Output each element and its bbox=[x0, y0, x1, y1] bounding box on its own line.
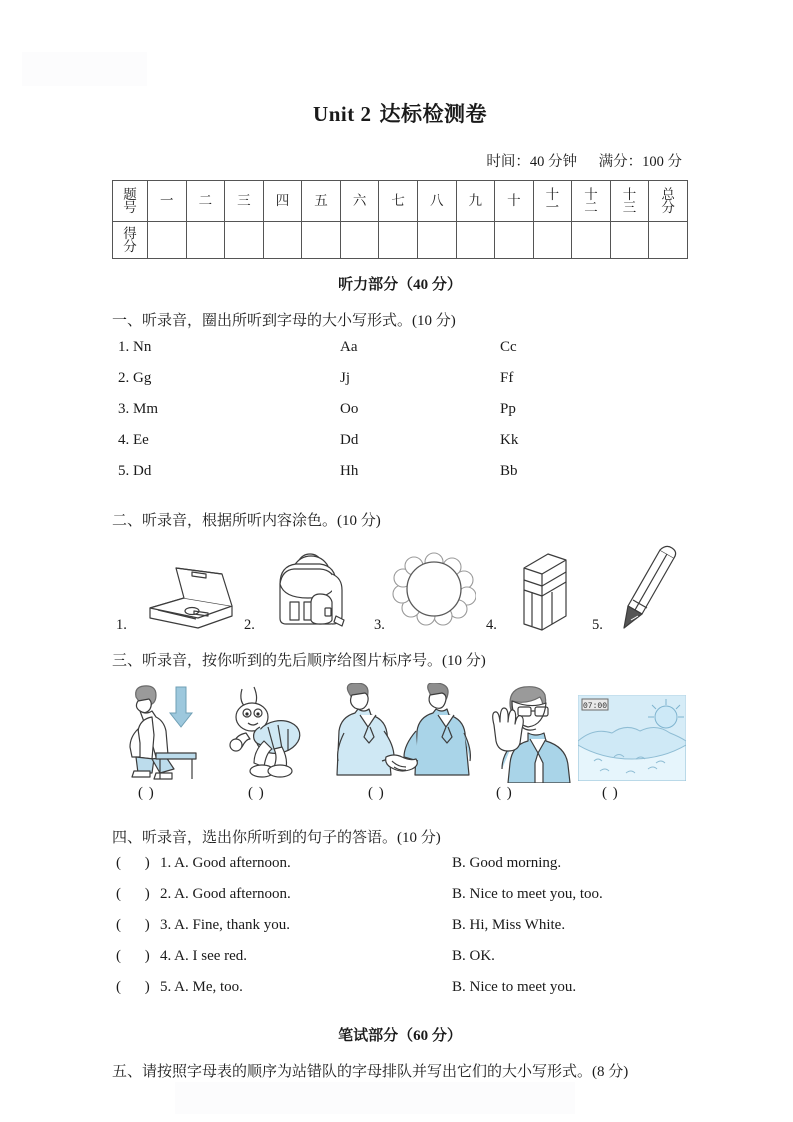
score-col-2: 二 bbox=[186, 181, 225, 222]
answer-blank[interactable]: ( ) bbox=[116, 979, 160, 995]
title-chinese: 达标检测卷 bbox=[379, 102, 487, 126]
answer-blank[interactable]: ( ) bbox=[116, 855, 160, 871]
score-cell[interactable] bbox=[302, 222, 341, 259]
choice-option-a[interactable]: 5. A. Me, too. bbox=[160, 979, 243, 995]
running-bug-icon[interactable] bbox=[220, 683, 316, 783]
question-3-heading: 三、听录音，按你听到的先后顺序给图片标序号。(10 分) bbox=[112, 653, 486, 669]
score-table-header-row bbox=[113, 181, 688, 222]
score-col-13 bbox=[610, 181, 649, 222]
choice-option-b[interactable]: B. Hi, Miss White. bbox=[452, 917, 566, 933]
score-col-6: 六 bbox=[340, 181, 379, 222]
letter-option-c[interactable]: Ff bbox=[500, 369, 514, 386]
score-col-3: 三 bbox=[225, 181, 264, 222]
choice-option-b[interactable]: B. Good morning. bbox=[452, 855, 562, 871]
letter-option-c[interactable]: Bb bbox=[500, 462, 518, 479]
q2-item-number-5: 5. bbox=[592, 617, 603, 633]
watermark-bottom bbox=[175, 1082, 575, 1114]
score-cell[interactable] bbox=[533, 222, 572, 259]
score-cell[interactable] bbox=[225, 222, 264, 259]
question-5-heading: 五、请按照字母表的顺序为站错队的字母排队并写出它们的大小写形式。(8 分) bbox=[112, 1064, 629, 1080]
q3-answer-bracket-2[interactable]: ( ) bbox=[248, 784, 265, 801]
score-cell[interactable] bbox=[417, 222, 456, 259]
choice-option-a[interactable]: 4. A. I see red. bbox=[160, 948, 248, 964]
letter-option-b[interactable]: Hh bbox=[340, 462, 359, 479]
answer-blank[interactable]: ( ) bbox=[116, 886, 160, 902]
total-score: 满分：100 分 bbox=[598, 154, 682, 170]
letter-row bbox=[112, 463, 688, 494]
score-cell[interactable] bbox=[456, 222, 495, 259]
score-col-total bbox=[649, 181, 688, 222]
score-col-5: 五 bbox=[302, 181, 341, 222]
score-cell[interactable] bbox=[340, 222, 379, 259]
question-4-heading: 四、听录音，选出你所听到的句子的答语。(10 分) bbox=[112, 829, 441, 846]
listening-part-heading: 听力部分（40 分） bbox=[338, 277, 462, 293]
question-1-heading: 一、听录音，圈出所听到字母的大小写形式。(10 分) bbox=[112, 313, 456, 329]
choice-option-b[interactable]: B. Nice to meet you. bbox=[452, 979, 577, 995]
eraser-icon[interactable] bbox=[508, 546, 578, 632]
time-limit: 时间：40 分钟 bbox=[486, 154, 577, 170]
score-table bbox=[112, 180, 688, 259]
letter-option-b[interactable]: Dd bbox=[340, 431, 359, 448]
pencil-icon[interactable] bbox=[612, 544, 684, 634]
score-col-9: 九 bbox=[456, 181, 495, 222]
score-cell[interactable] bbox=[148, 222, 187, 259]
score-cell[interactable] bbox=[379, 222, 418, 259]
choice-option-b[interactable]: B. Nice to meet you, too. bbox=[452, 886, 603, 902]
waving-person-icon[interactable] bbox=[480, 683, 584, 783]
answer-blank[interactable]: ( ) bbox=[116, 948, 160, 964]
crayon-flower-icon[interactable] bbox=[392, 548, 476, 628]
question-2-picture-strip bbox=[112, 542, 688, 634]
choice-option-b[interactable]: B. OK. bbox=[452, 948, 495, 964]
q3-answer-bracket-4[interactable]: ( ) bbox=[496, 784, 513, 801]
letter-option-a[interactable]: 1. Nn bbox=[118, 338, 152, 355]
q2-item-number-1: 1. bbox=[116, 617, 127, 633]
q2-item-number-2: 2. bbox=[244, 617, 255, 633]
morning-sunrise-icon[interactable] bbox=[578, 695, 686, 781]
score-col-8: 八 bbox=[417, 181, 456, 222]
pencil-box-icon[interactable] bbox=[136, 554, 244, 630]
q3-answer-bracket-1[interactable]: ( ) bbox=[138, 784, 155, 801]
question-3-brackets bbox=[112, 785, 688, 811]
score-col-total-stack: 总 分 bbox=[661, 186, 675, 215]
score-table-row-label-1: 题 号 bbox=[113, 181, 148, 222]
score-cell[interactable] bbox=[610, 222, 649, 259]
choice-row bbox=[112, 948, 688, 979]
written-part-heading: 笔试部分（60 分） bbox=[338, 1028, 462, 1044]
score-col-10: 十 bbox=[495, 181, 534, 222]
sit-down-icon[interactable] bbox=[112, 683, 208, 783]
question-3-picture-strip bbox=[112, 683, 688, 783]
question-4-choices bbox=[112, 855, 688, 1010]
score-col-12 bbox=[572, 181, 611, 222]
exam-meta bbox=[112, 150, 688, 171]
score-cell[interactable] bbox=[495, 222, 534, 259]
title-unit: Unit 2 bbox=[313, 102, 372, 126]
choice-row bbox=[112, 886, 688, 917]
question-2-heading: 二、听录音，根据所听内容涂色。(10 分) bbox=[112, 512, 381, 529]
letter-option-a[interactable]: 5. Dd bbox=[118, 462, 152, 479]
letter-option-b[interactable]: Aa bbox=[340, 338, 358, 355]
score-table-row-label-2: 得 分 bbox=[113, 222, 148, 259]
choice-row bbox=[112, 855, 688, 886]
page-title bbox=[112, 98, 688, 128]
clock-time: 07:00 bbox=[582, 701, 608, 711]
score-col-11 bbox=[533, 181, 572, 222]
q3-answer-bracket-5[interactable]: ( ) bbox=[602, 784, 619, 801]
letter-row bbox=[112, 339, 688, 370]
handshake-icon[interactable] bbox=[324, 683, 474, 783]
score-cell[interactable] bbox=[186, 222, 225, 259]
score-col-12-stack: 十 二 bbox=[584, 186, 598, 215]
schoolbag-icon[interactable] bbox=[264, 550, 358, 632]
letter-row bbox=[112, 401, 688, 432]
choice-row bbox=[112, 917, 688, 948]
question-1-letters bbox=[112, 339, 688, 494]
letter-option-a[interactable]: 4. Ee bbox=[118, 431, 149, 448]
letter-option-b[interactable]: Oo bbox=[340, 400, 359, 417]
score-col-13-stack: 十 三 bbox=[622, 186, 637, 215]
letter-row bbox=[112, 370, 688, 401]
choice-option-a[interactable]: 2. A. Good afternoon. bbox=[160, 886, 291, 902]
answer-blank[interactable]: ( ) bbox=[116, 917, 160, 933]
score-cell[interactable] bbox=[263, 222, 302, 259]
choice-row bbox=[112, 979, 688, 1010]
q3-answer-bracket-3[interactable]: ( ) bbox=[368, 784, 385, 801]
q2-item-number-3: 3. bbox=[374, 617, 385, 633]
choice-option-a[interactable]: 3. A. Fine, thank you. bbox=[160, 917, 290, 933]
letter-option-a[interactable]: 2. Gg bbox=[118, 369, 152, 386]
score-table-value-row bbox=[113, 222, 688, 259]
letter-option-c[interactable]: Pp bbox=[500, 400, 516, 417]
letter-option-b[interactable]: Jj bbox=[340, 369, 351, 386]
score-col-1: 一 bbox=[148, 181, 187, 222]
letter-row bbox=[112, 432, 688, 463]
score-col-11-stack: 十 一 bbox=[545, 186, 560, 215]
score-cell[interactable] bbox=[572, 222, 611, 259]
letter-option-a[interactable]: 3. Mm bbox=[118, 400, 159, 417]
letter-option-c[interactable]: Cc bbox=[500, 338, 517, 355]
letter-option-c[interactable]: Kk bbox=[500, 431, 519, 448]
q2-item-number-4: 4. bbox=[486, 617, 497, 633]
score-col-4: 四 bbox=[263, 181, 302, 222]
choice-option-a[interactable]: 1. A. Good afternoon. bbox=[160, 855, 291, 871]
score-col-7: 七 bbox=[379, 181, 418, 222]
score-cell[interactable] bbox=[649, 222, 688, 259]
